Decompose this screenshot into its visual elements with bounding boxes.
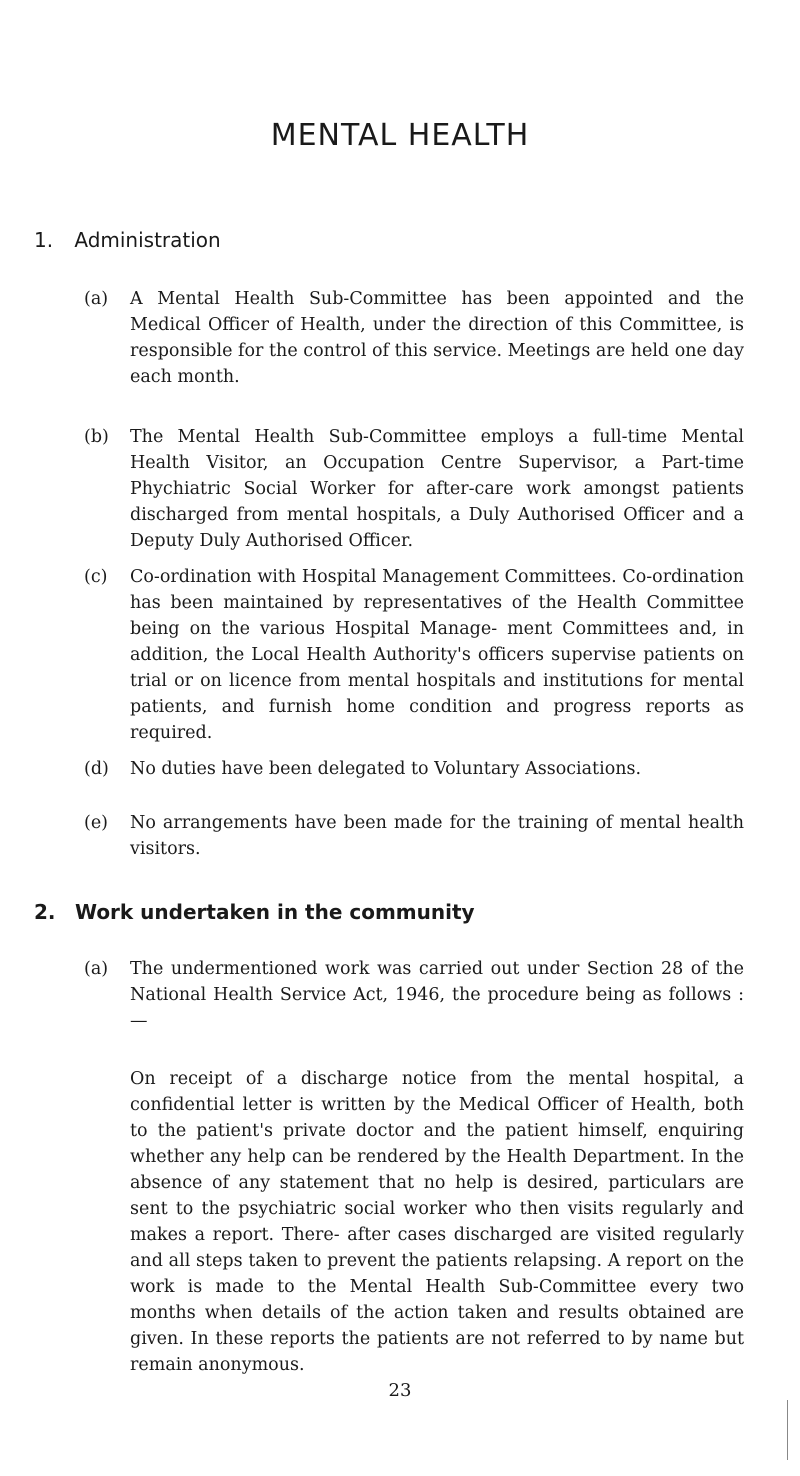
section-heading-administration bbox=[34, 228, 221, 252]
list-item bbox=[84, 756, 744, 782]
section-heading-community-work bbox=[34, 900, 475, 924]
page-number: 23 bbox=[388, 1380, 412, 1401]
list-item bbox=[84, 956, 744, 1034]
page-title: MENTAL HEALTH bbox=[270, 118, 530, 153]
item-text: Co-ordination with Hospital Management Committees. Co-ordination has been maintained by representatives of the Health Committee being on the various Hospital Manage- ment Committees and, in addition, the Local Health Authority's officers supervise patients on trial or on licence from mental hospitals and institutions for mental patients, and furnish home condition and progress reports as required. bbox=[130, 567, 744, 743]
list-item bbox=[84, 424, 744, 554]
body-paragraph: On receipt of a discharge notice from the mental hospital, a confidential letter is written by the Medical Officer of Health, both to the patient's private doctor and the patient himself, enquiring whether any help can be rendered by the Health Department. In the absence of any statement that no help is desired, particulars are sent to the psychiatric social worker who then visits regularly and makes a report. There- after cases discharged are visited regularly and all steps taken to prevent the patients relapsing. A report on the work is made to the Mental Health Sub-Committee every two months when details of the action taken and results obtained are given. In these reports the patients are not referred to by name but remain anonymous. bbox=[130, 1069, 744, 1375]
item-text: A Mental Health Sub-Committee has been appointed and the Medical Officer of Health, under the direction of this Committee, is responsible for the control of this service. Meetings are held one day each month. bbox=[130, 289, 744, 387]
item-label: (a) bbox=[84, 289, 109, 309]
item-text: No arrangements have been made for the training of mental health visitors. bbox=[130, 813, 744, 859]
page-edge-line bbox=[787, 1400, 788, 1460]
section-number: 2. bbox=[34, 900, 56, 924]
list-item bbox=[84, 810, 744, 862]
item-text: No duties have been delegated to Voluntary Associations. bbox=[130, 759, 642, 779]
item-label: (a) bbox=[84, 959, 109, 979]
section-title: Work undertaken in the community bbox=[74, 900, 475, 924]
list-item bbox=[84, 286, 744, 390]
item-label: (c) bbox=[84, 567, 108, 587]
item-text: The Mental Health Sub-Committee employs a full-time Mental Health Visitor, an Occupation Centre Supervisor, a Part-time Phychiatric Social Worker for after-care work amongst patients discharged from mental hospitals, a Duly Authorised Officer and a Deputy Duly Authorised Officer. bbox=[130, 427, 744, 551]
item-text: The undermentioned work was carried out under Section 28 of the National Health Service Act, 1946, the procedure being as follows : — bbox=[130, 959, 744, 1031]
section-title: Administration bbox=[74, 228, 221, 252]
item-label: (e) bbox=[84, 813, 109, 833]
list-item bbox=[84, 564, 744, 746]
item-label: (b) bbox=[84, 427, 109, 447]
section-number: 1. bbox=[34, 228, 54, 252]
item-label: (d) bbox=[84, 759, 109, 779]
